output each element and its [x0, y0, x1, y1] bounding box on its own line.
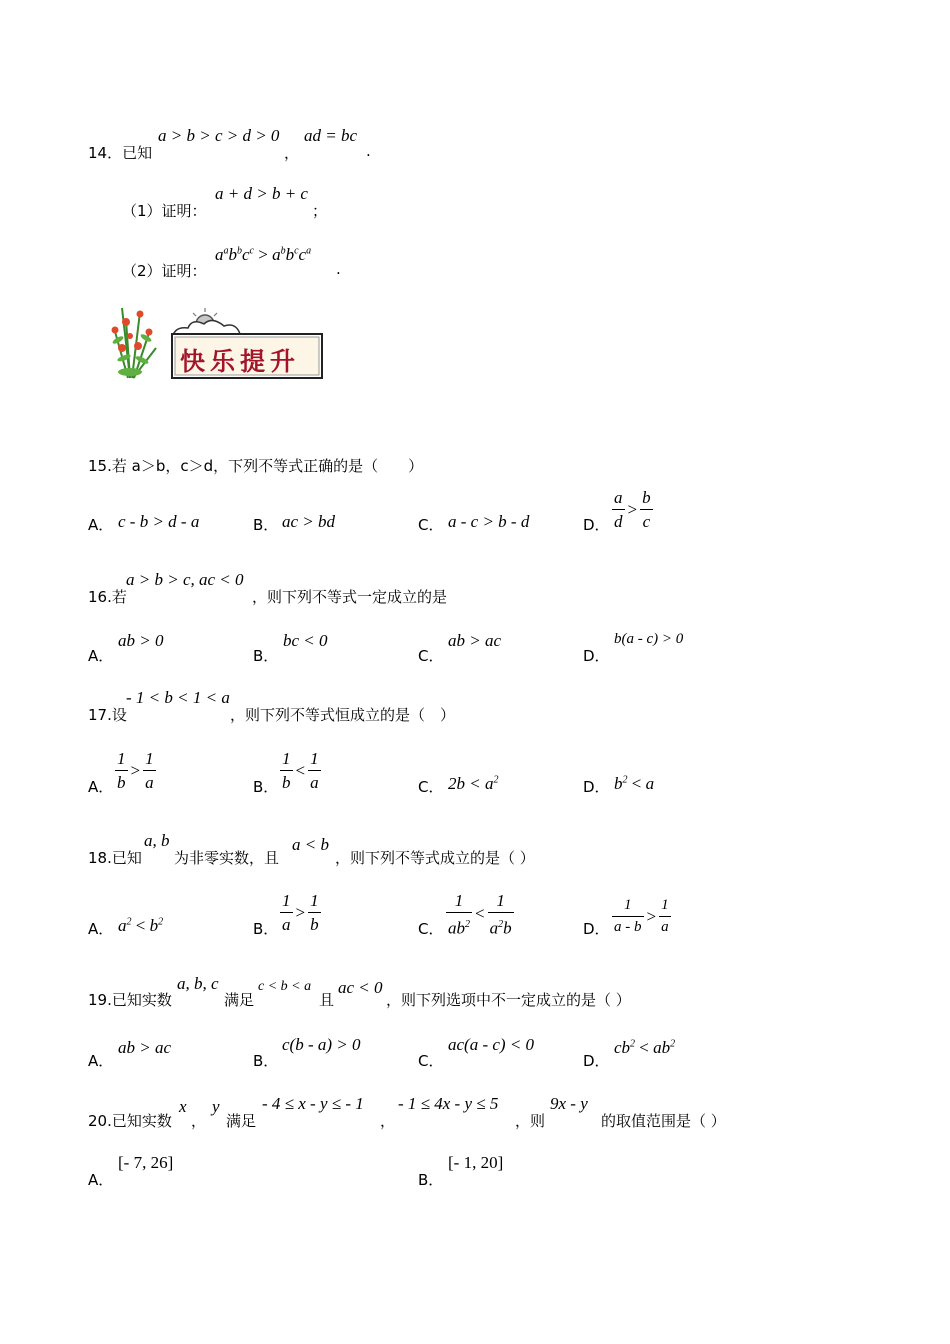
q16-option-d-expr: b(a - c) > 0: [614, 631, 684, 647]
q19-option-a-expr: ab > ac: [118, 1038, 172, 1057]
q17-option-c-expr: $2b < a^2$: [448, 774, 499, 793]
q19-condition-2: ac < 0: [338, 978, 383, 997]
happy-improvement-badge: [100, 300, 330, 382]
q18-option-c-label: C．: [418, 920, 444, 938]
q18-rest: ，则下列不等式成立的是（ ）: [335, 849, 535, 867]
q16-option-d-label: D．: [583, 647, 610, 665]
q15-option-d-label: D．: [583, 516, 610, 534]
q14-part2-label: （2）证明：: [122, 262, 207, 280]
q18-option-b-label: B．: [253, 920, 279, 938]
q16-option-a-label: A．: [88, 647, 114, 665]
q16-option-b-label: B．: [253, 647, 279, 665]
q18-condition: a < b: [292, 835, 329, 854]
q16-rest: ，则下列不等式一定成立的是: [252, 588, 448, 606]
q14-separator: ，: [284, 144, 300, 162]
q15-option-b-label: B．: [253, 516, 279, 534]
q20-option-b-label: B．: [418, 1171, 444, 1189]
q19-option-b-label: B．: [253, 1052, 279, 1070]
q19-option-d-expr: $cb^2 < ab^2$: [614, 1038, 676, 1057]
q19-mid-2: 且: [319, 991, 335, 1009]
q17-option-d-expr: $b^2 < a$: [614, 774, 655, 793]
q20-var-y: y: [212, 1097, 220, 1116]
q20-var-x: x: [179, 1097, 187, 1116]
q17-option-d-label: D．: [583, 778, 610, 796]
q19-number: 19.已知实数: [88, 991, 172, 1009]
q16-option-b-expr: bc < 0: [283, 631, 328, 650]
q18-option-a-expr: $a^2 < b^2$: [118, 916, 164, 935]
q18-option-b-expr: $\frac{1}{a}$ > $\frac{1}{b}$: [282, 891, 319, 934]
q20-option-b-expr: [- 1, 20]: [448, 1153, 504, 1172]
q14-part1-label: （1）证明：: [122, 202, 207, 220]
q20-target: 9x - y: [550, 1094, 588, 1113]
q18-option-c-expr: $\frac{1}{ab^2}$ < $\frac{1}{a^2b}$: [448, 891, 512, 938]
q14-condition-2: ad = bc: [304, 126, 358, 145]
q14-part1-end: ；: [312, 202, 328, 220]
q20-condition-1: - 4 ≤ x - y ≤ - 1: [262, 1094, 364, 1113]
q20-condition-2: - 1 ≤ 4x - y ≤ 5: [398, 1094, 499, 1113]
q15-stem: 15.若 a＞b，c＞d，下列不等式正确的是（ ）: [88, 457, 424, 475]
q14-end: .: [366, 142, 371, 160]
q17-option-b-label: B．: [253, 778, 279, 796]
q16-option-c-expr: ab > ac: [448, 631, 502, 650]
q18-vars: a, b: [144, 831, 170, 850]
q15-option-a-expr: c - b > d - a: [118, 512, 200, 531]
q20-separator-1: ，: [191, 1112, 207, 1130]
q16-option-a-expr: ab > 0: [118, 631, 164, 650]
q20-option-a-expr: [- 7, 26]: [118, 1153, 174, 1172]
q20-mid: 满足: [226, 1112, 257, 1130]
badge-text: 快乐提升: [180, 347, 301, 376]
q15-option-c-label: C．: [418, 516, 444, 534]
q17-rest: ，则下列不等式恒成立的是（ ）: [230, 706, 456, 724]
q19-vars: a, b, c: [177, 974, 219, 993]
q17-option-b-expr: $\frac{1}{b}$ < $\frac{1}{a}$: [282, 749, 319, 792]
q16-option-c-label: C．: [418, 647, 444, 665]
q20-option-a-label: A．: [88, 1171, 114, 1189]
q18-option-d-label: D．: [583, 920, 610, 938]
q17-option-a-label: A．: [88, 778, 114, 796]
q18-option-a-label: A．: [88, 920, 114, 938]
q19-option-c-expr: ac(a - c) < 0: [448, 1035, 535, 1054]
q17-option-a-expr: $\frac{1}{b}$ > $\frac{1}{a}$: [117, 749, 154, 792]
q19-mid-1: 满足: [224, 991, 255, 1009]
q14-number: 14．已知: [88, 144, 153, 162]
q14-condition-1: a > b > c > d > 0: [158, 126, 280, 145]
q18-mid: 为非零实数，且: [174, 849, 280, 867]
q19-option-d-label: D．: [583, 1052, 610, 1070]
q18-option-d-expr: $\frac{1}{a - b}$ > $\frac{1}{a}$: [614, 897, 669, 935]
q20-number: 20.已知实数: [88, 1112, 172, 1130]
q14-part2-expr: $a^ab^bc^c > a^bb^cc^a$: [215, 245, 312, 264]
q19-option-a-label: A．: [88, 1052, 114, 1070]
q14-part2-end: .: [336, 260, 341, 278]
q15-option-a-label: A．: [88, 516, 114, 534]
q19-option-c-label: C．: [418, 1052, 444, 1070]
q20-rest: 的取值范围是（ ）: [601, 1112, 726, 1130]
q14-part1-expr: a + d > b + c: [215, 184, 308, 203]
q20-mid-2: ，则: [515, 1112, 546, 1130]
q17-number: 17.设: [88, 706, 127, 724]
q19-option-b-expr: c(b - a) > 0: [282, 1035, 361, 1054]
q19-rest: ，则下列选项中不一定成立的是（ ）: [386, 991, 631, 1009]
q16-condition: a > b > c, ac < 0: [126, 570, 244, 589]
q20-separator-2: ，: [380, 1112, 396, 1130]
q17-condition: - 1 < b < 1 < a: [126, 688, 230, 707]
q18-number: 18.已知: [88, 849, 142, 867]
q19-condition-1: c < b < a: [258, 979, 312, 994]
q17-option-c-label: C．: [418, 778, 444, 796]
q15-option-b-expr: ac > bd: [282, 512, 336, 531]
q15-option-c-expr: a - c > b - d: [448, 512, 530, 531]
q15-option-d-expr: $\frac{a}{d}$ > $\frac{b}{c}$: [614, 488, 651, 531]
q16-number: 16.若: [88, 588, 127, 606]
